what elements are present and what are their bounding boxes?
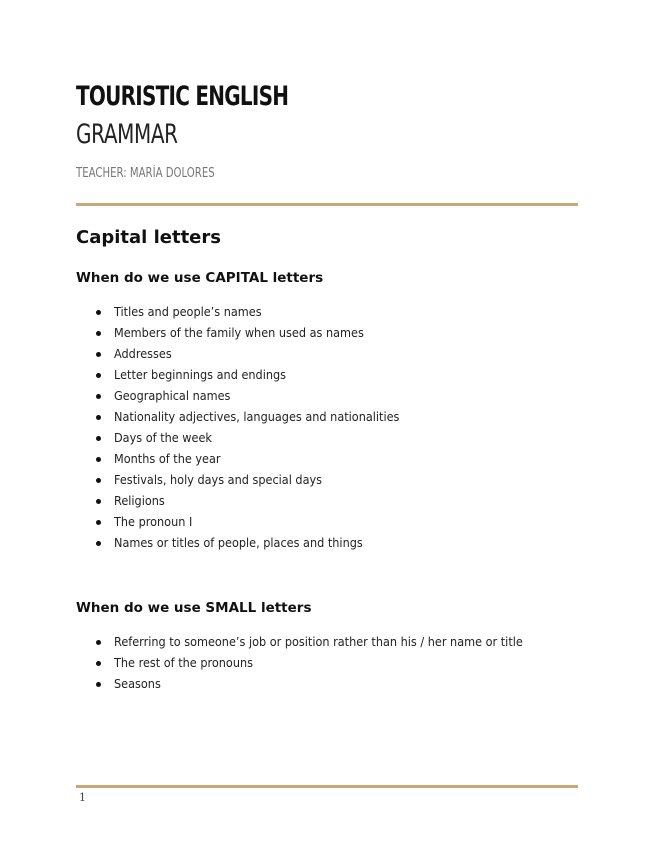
list-item-text: Letter beginnings and endings (114, 368, 287, 382)
list-item-text: Months of the year (114, 452, 221, 466)
list-item (76, 386, 576, 407)
document-subtitle: GRAMMAR (76, 119, 178, 150)
list-item-text: Days of the week (114, 431, 212, 445)
bullet-icon (96, 682, 101, 687)
bullet-icon (96, 394, 101, 399)
list-item (76, 533, 576, 554)
bullet-icon (96, 415, 101, 420)
bullet-icon (96, 373, 101, 378)
bullet-icon (96, 478, 101, 483)
list-item (76, 512, 576, 533)
capital-letters-subheading: When do we use CAPITAL letters (76, 270, 324, 286)
list-item-text: Religions (114, 494, 165, 508)
teacher-name: TEACHER: MARÍA DOLORES (76, 166, 215, 181)
bullet-icon (96, 661, 101, 666)
footer-divider (76, 785, 578, 788)
list-item (76, 653, 576, 674)
header-divider (76, 203, 578, 206)
list-item-text: The pronoun I (114, 515, 193, 529)
list-item (76, 323, 576, 344)
list-item (76, 449, 576, 470)
list-item (76, 365, 576, 386)
list-item-text: Festivals, holy days and special days (114, 473, 323, 487)
small-letters-list (76, 632, 576, 695)
bullet-icon (96, 541, 101, 546)
document-title: TOURISTIC ENGLISH (76, 81, 289, 112)
bullet-icon (96, 520, 101, 525)
list-item-text: Referring to someone’s job or position rather than his / her name or title (114, 635, 523, 649)
list-item-text: Seasons (114, 677, 161, 691)
page-number: 1 (79, 791, 86, 804)
list-item (76, 674, 576, 695)
small-letters-subheading: When do we use SMALL letters (76, 600, 312, 616)
list-item-text: Geographical names (114, 389, 231, 403)
list-item (76, 428, 576, 449)
section-heading: Capital letters (76, 227, 221, 248)
bullet-icon (96, 436, 101, 441)
list-item (76, 491, 576, 512)
bullet-icon (96, 310, 101, 315)
bullet-icon (96, 499, 101, 504)
list-item-text: Addresses (114, 347, 172, 361)
list-item-text: Nationality adjectives, languages and nationalities (114, 410, 400, 424)
list-item (76, 344, 576, 365)
list-item-text: Titles and people’s names (114, 305, 262, 319)
bullet-icon (96, 331, 101, 336)
list-item (76, 632, 576, 653)
bullet-icon (96, 457, 101, 462)
list-item-text: Members of the family when used as names (114, 326, 364, 340)
capital-letters-list (76, 302, 576, 554)
list-item (76, 302, 576, 323)
list-item (76, 470, 576, 491)
list-item-text: The rest of the pronouns (114, 656, 254, 670)
bullet-icon (96, 640, 101, 645)
list-item (76, 407, 576, 428)
bullet-icon (96, 352, 101, 357)
list-item-text: Names or titles of people, places and things (114, 536, 363, 550)
